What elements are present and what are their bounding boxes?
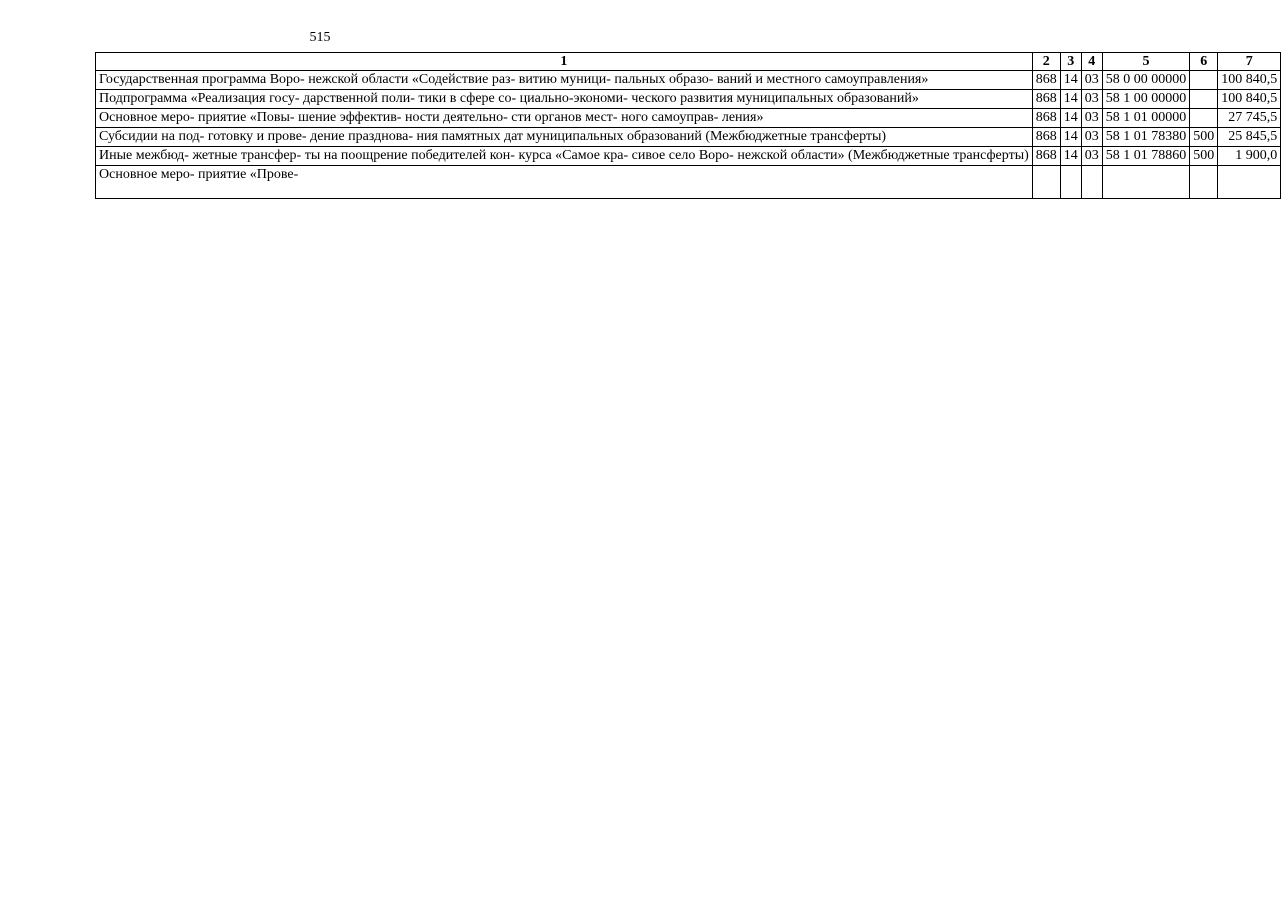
subsection-cell: 03 xyxy=(1081,147,1102,166)
row-name-cell: Субсидии на под- готовку и прове- дение празднова- ния памятных дат муниципальных образований (Межбюджетные трансферты) xyxy=(96,128,1033,147)
ministry-code-cell xyxy=(1032,166,1060,199)
table-row xyxy=(96,166,1281,199)
row-name-cell: Подпрограмма «Реализация госу- дарственной поли- тики в сфере со- циально-экономи- ческого развития муниципальных образований» xyxy=(96,90,1033,109)
header-col-5: 5 xyxy=(1102,53,1190,71)
subsection-cell: 03 xyxy=(1081,128,1102,147)
expense-type-cell xyxy=(1190,90,1218,109)
header-col-2: 2 xyxy=(1032,53,1060,71)
expense-type-cell xyxy=(1190,109,1218,128)
expense-type-cell: 500 xyxy=(1190,128,1218,147)
amount-cell: 100 840,5 xyxy=(1218,90,1281,109)
section-cell: 14 xyxy=(1060,128,1081,147)
table-header-row xyxy=(96,53,1281,71)
table-row xyxy=(96,147,1281,166)
budget-table xyxy=(95,52,1281,199)
row-name-cell: Основное меро- приятие «Повы- шение эффектив- ности деятельно- сти органов мест- ного самоуправ- ления» xyxy=(96,109,1033,128)
target-article-cell xyxy=(1102,166,1190,199)
table-row xyxy=(96,90,1281,109)
row-name-cell: Иные межбюд- жетные трансфер- ты на поощрение победителей кон- курса «Самое кра- сивое село Воро- нежской области» (Межбюджетные трансферты) xyxy=(96,147,1033,166)
subsection-cell: 03 xyxy=(1081,109,1102,128)
target-article-cell: 58 1 01 78380 xyxy=(1102,128,1190,147)
table-row xyxy=(96,128,1281,147)
section-cell: 14 xyxy=(1060,147,1081,166)
amount-cell: 100 840,5 xyxy=(1218,71,1281,90)
expense-type-cell xyxy=(1190,166,1218,199)
page-number: 515 xyxy=(309,30,331,45)
ministry-code-cell: 868 xyxy=(1032,109,1060,128)
amount-cell: 1 900,0 xyxy=(1218,147,1281,166)
target-article-cell: 58 0 00 00000 xyxy=(1102,71,1190,90)
table-row xyxy=(96,109,1281,128)
section-cell: 14 xyxy=(1060,90,1081,109)
row-name-cell: Основное меро- приятие «Прове- xyxy=(96,166,1033,199)
subsection-cell xyxy=(1081,166,1102,199)
header-col-1: 1 xyxy=(96,53,1033,71)
ministry-code-cell: 868 xyxy=(1032,71,1060,90)
target-article-cell: 58 1 01 00000 xyxy=(1102,109,1190,128)
row-name-cell: Государственная программа Воро- нежской области «Содействие раз- витию муници- пальных образо- ваний и местного самоуправления» xyxy=(96,71,1033,90)
amount-cell xyxy=(1218,166,1281,199)
header-col-3: 3 xyxy=(1060,53,1081,71)
expense-type-cell xyxy=(1190,71,1218,90)
table-row xyxy=(96,71,1281,90)
ministry-code-cell: 868 xyxy=(1032,90,1060,109)
subsection-cell: 03 xyxy=(1081,71,1102,90)
target-article-cell: 58 1 01 78860 xyxy=(1102,147,1190,166)
section-cell xyxy=(1060,166,1081,199)
target-article-cell: 58 1 00 00000 xyxy=(1102,90,1190,109)
header-col-6: 6 xyxy=(1190,53,1218,71)
amount-cell: 27 745,5 xyxy=(1218,109,1281,128)
section-cell: 14 xyxy=(1060,71,1081,90)
amount-cell: 25 845,5 xyxy=(1218,128,1281,147)
ministry-code-cell: 868 xyxy=(1032,128,1060,147)
section-cell: 14 xyxy=(1060,109,1081,128)
ministry-code-cell: 868 xyxy=(1032,147,1060,166)
expense-type-cell: 500 xyxy=(1190,147,1218,166)
header-col-4: 4 xyxy=(1081,53,1102,71)
subsection-cell: 03 xyxy=(1081,90,1102,109)
header-col-7: 7 xyxy=(1218,53,1281,71)
